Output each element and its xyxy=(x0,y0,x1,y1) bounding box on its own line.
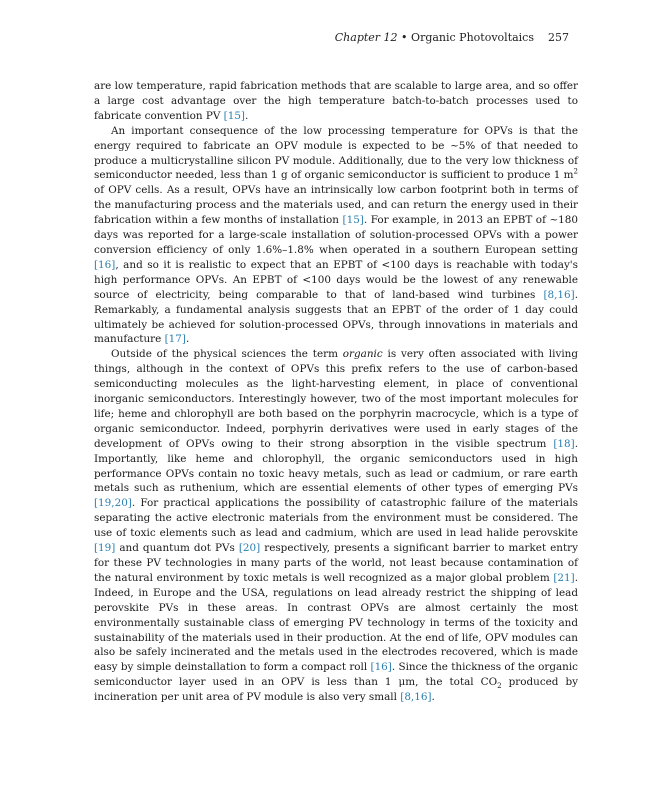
text-run: is very often associated with living things, although in the context of OPVs this prefix refers to the use of carbon-based semiconducting molecules as the light-harvesting element, in place of conventional inorganic semiconductors. Interestingly however, two of the most important molecules for life; heme and chlorophyll are both based on the porphyrin macrocycle, which is a type of organic semiconductor. Indeed, porphyrin derivatives were used in early stages of the development of OPVs owing to their strong absorption in the visible spectrum xyxy=(94,348,578,450)
text-run: . xyxy=(431,691,435,704)
citation-link[interactable]: [15] xyxy=(223,109,245,122)
text-run: An important consequence of the low processing temperature for OPVs is that the energy required to fabricate an OPV module is expected to be ~5% of that needed to produce a multicrystalline silicon PV module. Additionally, due to the very low thickness of semiconductor needed, less than 1 g of organic semiconductor is sufficient to produce 1 m xyxy=(94,124,578,182)
text-run: . For practical applications the possibility of catastrophic failure of the materials separating the active electronic materials from the environment must be considered. The use of toxic elements such as lead and cadmium, which are used in lead halide perovskite xyxy=(94,497,578,540)
chapter-title: Organic Photovoltaics xyxy=(411,31,534,44)
text-run: . For example, in 2013 an EPBT of ~180 days was reported for a large-scale installation of solution-processed OPVs with a power conversion efficiency of only 1.6%–1.8% when operated in a southern European setting xyxy=(94,214,578,256)
subscript: 2 xyxy=(497,682,502,691)
citation-link[interactable]: [21] xyxy=(553,571,575,584)
citation-link[interactable]: [17] xyxy=(164,333,186,346)
paragraph-2 xyxy=(94,124,578,348)
text-run: . xyxy=(185,333,190,346)
text-run: . Remarkably, a fundamental analysis suggests that an EPBT of the order of 1 day could ultimately be achieved for solution-processed OPVs, through innovations in materials and manufacture xyxy=(94,288,578,346)
paragraph-3 xyxy=(94,347,578,705)
text-run: . xyxy=(245,109,249,122)
citation-link[interactable]: [18] xyxy=(553,437,575,450)
page-number: 257 xyxy=(548,31,569,44)
citation-link[interactable]: [19] xyxy=(94,542,116,555)
citation-link[interactable]: [20] xyxy=(238,542,261,555)
citation-link[interactable]: [8,16] xyxy=(400,691,432,704)
text-run: are low temperature, rapid fabrication methods that are scalable to large area, and so offer a large cost advantage over the high temperature batch-to-batch processes used to fabricate convention PV xyxy=(94,80,578,122)
citation-link[interactable]: [8,16] xyxy=(543,288,575,301)
citation-link[interactable]: [16] xyxy=(94,258,116,271)
italic-term: organic xyxy=(342,348,383,361)
text-run: . Importantly, like heme and chlorophyll, the organic semiconductors used in high performance OPVs contain no toxic heavy metals, such as lead or cadmium, or rare earth metals such as ruthenium, which are essential elements of other types of emerging PVs xyxy=(94,437,578,495)
running-header xyxy=(335,31,569,44)
text-run: Outside of the physical sciences the term xyxy=(111,348,343,361)
chapter-label: Chapter 12 xyxy=(334,31,398,44)
text-run: , and so it is realistic to expect that an EPBT of <100 days is reachable with today's high performance OPVs. An EPBT of <100 days would be the lowest of any renewable source of electricity, being comparable to that of land-based wind turbines xyxy=(94,258,578,301)
text-run: . Indeed, in Europe and the USA, regulations on lead already restrict the shipping of lead perovskite PVs in these areas. In contrast OPVs are almost certainly the most environmentally sustainable class of emerging PV technology in terms of the toxicity and sustainability of the materials used in their production. At the end of life, OPV modules can also be safely incinerated and the metals used in the electrodes recovered, which is made easy by simple deinstallation to form a compact roll xyxy=(94,571,578,674)
text-run: . Since the thickness of the organic semiconductor layer used in an OPV is less than 1 μm, the total CO xyxy=(94,661,578,689)
text-run: and quantum dot PVs xyxy=(115,542,239,555)
citation-link[interactable]: [19,20] xyxy=(94,497,132,510)
citation-link[interactable]: [15] xyxy=(342,214,364,227)
text-run: respectively, presents a significant barrier to market entry for these PV technologies in many parts of the world, not least because contamination of the natural environment by toxic metals is well recognized as a major global problem xyxy=(94,542,578,584)
text-run: of OPV cells. As a result, OPVs have an intrinsically low carbon footprint both in terms of the manufacturing process and the materials used, and can return the energy used in their fabrication within a few months of installation xyxy=(94,184,578,227)
paragraph-1 xyxy=(94,79,578,124)
superscript: 2 xyxy=(573,167,578,176)
header-bullet: • xyxy=(397,31,412,44)
citation-link[interactable]: [16] xyxy=(370,661,392,674)
text-run: produced by incineration per unit area of PV module is also very small xyxy=(94,676,578,704)
body-text xyxy=(94,79,578,705)
